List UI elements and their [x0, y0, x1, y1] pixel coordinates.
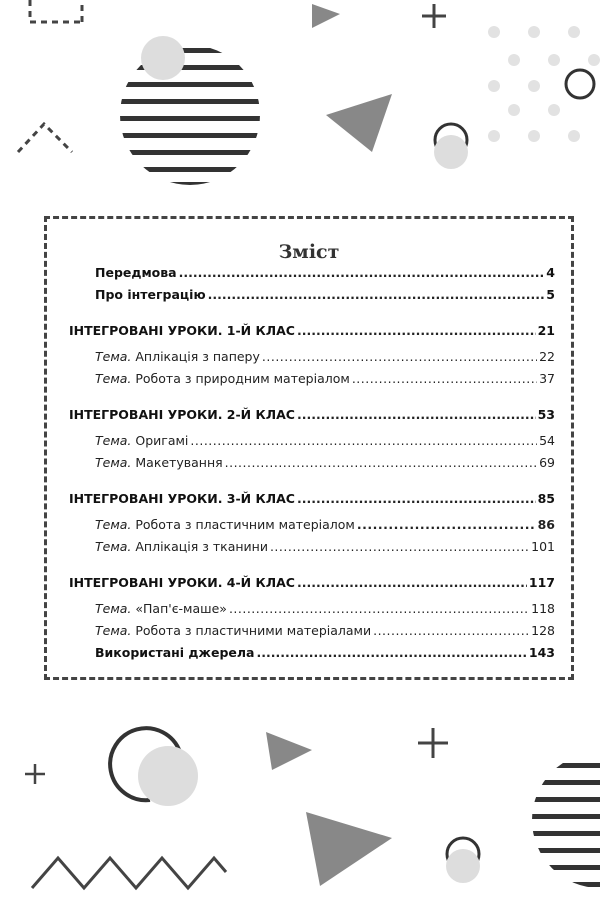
toc-entry-page: 143	[528, 645, 555, 660]
toc-entry	[95, 433, 555, 448]
dot-leader	[225, 455, 537, 470]
toc-entry	[95, 645, 555, 660]
toc-entry-title	[95, 433, 188, 448]
toc-entry-label: ІНТЕГРОВАНІ УРОКИ. 1-Й КЛАС	[69, 323, 295, 338]
toc-entry	[69, 407, 555, 422]
toc-entry	[95, 623, 555, 638]
toc-entry-title	[95, 349, 260, 364]
toc-entry-title	[69, 491, 295, 506]
striped-circle-icon	[530, 746, 600, 887]
ring-icon	[566, 70, 594, 98]
toc-entry-prefix: Тема.	[95, 601, 132, 616]
toc-entry-title	[69, 575, 295, 590]
toc-entry	[69, 323, 555, 338]
triangle-icon	[266, 732, 312, 770]
dashed-chevron-icon	[18, 124, 72, 152]
page-title: Зміст	[278, 241, 340, 263]
toc-entry-page: 21	[537, 323, 555, 338]
gray-circle-icon	[434, 135, 468, 169]
dot-leader	[352, 371, 537, 386]
toc-entry-title	[95, 371, 350, 386]
toc-entry-label: Використані джерела	[95, 645, 255, 660]
toc-entry	[95, 601, 555, 616]
toc-entry-page: 54	[539, 433, 555, 448]
toc-entry-title	[69, 323, 295, 338]
toc-entry-label: Аплікація з тканини	[135, 539, 268, 554]
toc-entry	[95, 287, 555, 302]
toc-entry-prefix: Тема.	[95, 349, 132, 364]
toc-entry-title	[95, 601, 227, 616]
toc-entry-label: Макетування	[135, 455, 223, 470]
zigzag-icon	[32, 858, 226, 888]
toc-entry-label: Робота з пластичними матеріалами	[135, 623, 372, 638]
toc-entry-label: Робота з природним матеріалом	[135, 371, 350, 386]
toc-entry-label: Оригамі	[135, 433, 189, 448]
toc-entry	[95, 455, 555, 470]
dot-leader	[229, 601, 529, 616]
gray-circle-icon	[141, 36, 185, 80]
toc-entry-page: 53	[537, 407, 555, 422]
toc-entry	[95, 349, 555, 364]
toc-entry-page: 37	[539, 371, 555, 386]
toc-entry-page: 101	[531, 539, 555, 554]
triangle-icon	[306, 812, 392, 886]
toc-entry	[95, 539, 555, 554]
toc-entry-label: ІНТЕГРОВАНІ УРОКИ. 2-Й КЛАС	[69, 407, 295, 422]
toc-entry-prefix: Тема.	[95, 623, 132, 638]
dot-leader	[297, 575, 527, 590]
plus-icon	[418, 728, 448, 758]
dot-leader	[179, 265, 545, 280]
toc-entry-prefix: Тема.	[95, 517, 132, 532]
toc-entry-page: 128	[531, 623, 555, 638]
striped-circle-icon	[110, 48, 270, 187]
toc-entry-title	[95, 623, 371, 638]
toc-entry-page: 22	[539, 349, 555, 364]
toc-entry-page: 69	[539, 455, 555, 470]
dot-leader	[297, 323, 536, 338]
toc-entry-page: 85	[537, 491, 555, 506]
toc-entry-title	[95, 265, 177, 280]
toc-entry	[95, 371, 555, 386]
toc-entry-prefix: Тема.	[95, 371, 132, 386]
toc-entry-prefix: Тема.	[95, 433, 132, 448]
toc-entry-page: 86	[537, 517, 555, 532]
dot-grid-icon	[488, 26, 600, 142]
toc-entry-page: 117	[528, 575, 555, 590]
toc-entry-label: Аплікація з паперу	[135, 349, 260, 364]
toc-entry-page: 4	[546, 265, 555, 280]
gray-circle-icon	[446, 849, 480, 883]
toc-entry	[69, 491, 555, 506]
dot-leader	[208, 287, 545, 302]
dot-leader	[297, 491, 536, 506]
dot-leader	[373, 623, 529, 638]
toc-entry-label: Про інтеграцію	[95, 287, 206, 302]
dot-leader	[297, 407, 536, 422]
toc-entry-label: «Пап'є-маше»	[135, 601, 227, 616]
toc-entry-prefix: Тема.	[95, 455, 132, 470]
toc-entry-title	[95, 455, 223, 470]
toc-entry-page: 118	[531, 601, 555, 616]
toc-entry-label: Робота з пластичним матеріалом	[135, 517, 355, 532]
toc-entry-prefix: Тема.	[95, 539, 132, 554]
toc-entry-title	[95, 645, 254, 660]
toc-entry-title	[95, 287, 206, 302]
dot-leader	[262, 349, 537, 364]
dot-leader	[357, 517, 536, 532]
table-of-contents	[44, 216, 574, 680]
toc-entry	[95, 517, 555, 532]
triangle-icon	[326, 94, 392, 152]
plus-icon	[25, 764, 45, 784]
toc-entry	[95, 265, 555, 280]
toc-entry-title	[95, 539, 268, 554]
toc-entry-label: ІНТЕГРОВАНІ УРОКИ. 4-Й КЛАС	[69, 575, 295, 590]
dot-leader	[270, 539, 529, 554]
toc-entry-label: ІНТЕГРОВАНІ УРОКИ. 3-Й КЛАС	[69, 491, 295, 506]
toc-entry-page: 5	[546, 287, 555, 302]
plus-icon	[422, 4, 446, 28]
triangle-icon	[312, 4, 340, 28]
toc-entry	[69, 575, 555, 590]
toc-entry-label: Передмова	[95, 265, 177, 280]
toc-entry-title	[95, 517, 355, 532]
dot-leader	[190, 433, 537, 448]
dot-leader	[256, 645, 526, 660]
dashed-corner-icon	[30, 0, 82, 22]
toc-entry-title	[69, 407, 295, 422]
gray-circle-icon	[138, 746, 198, 806]
